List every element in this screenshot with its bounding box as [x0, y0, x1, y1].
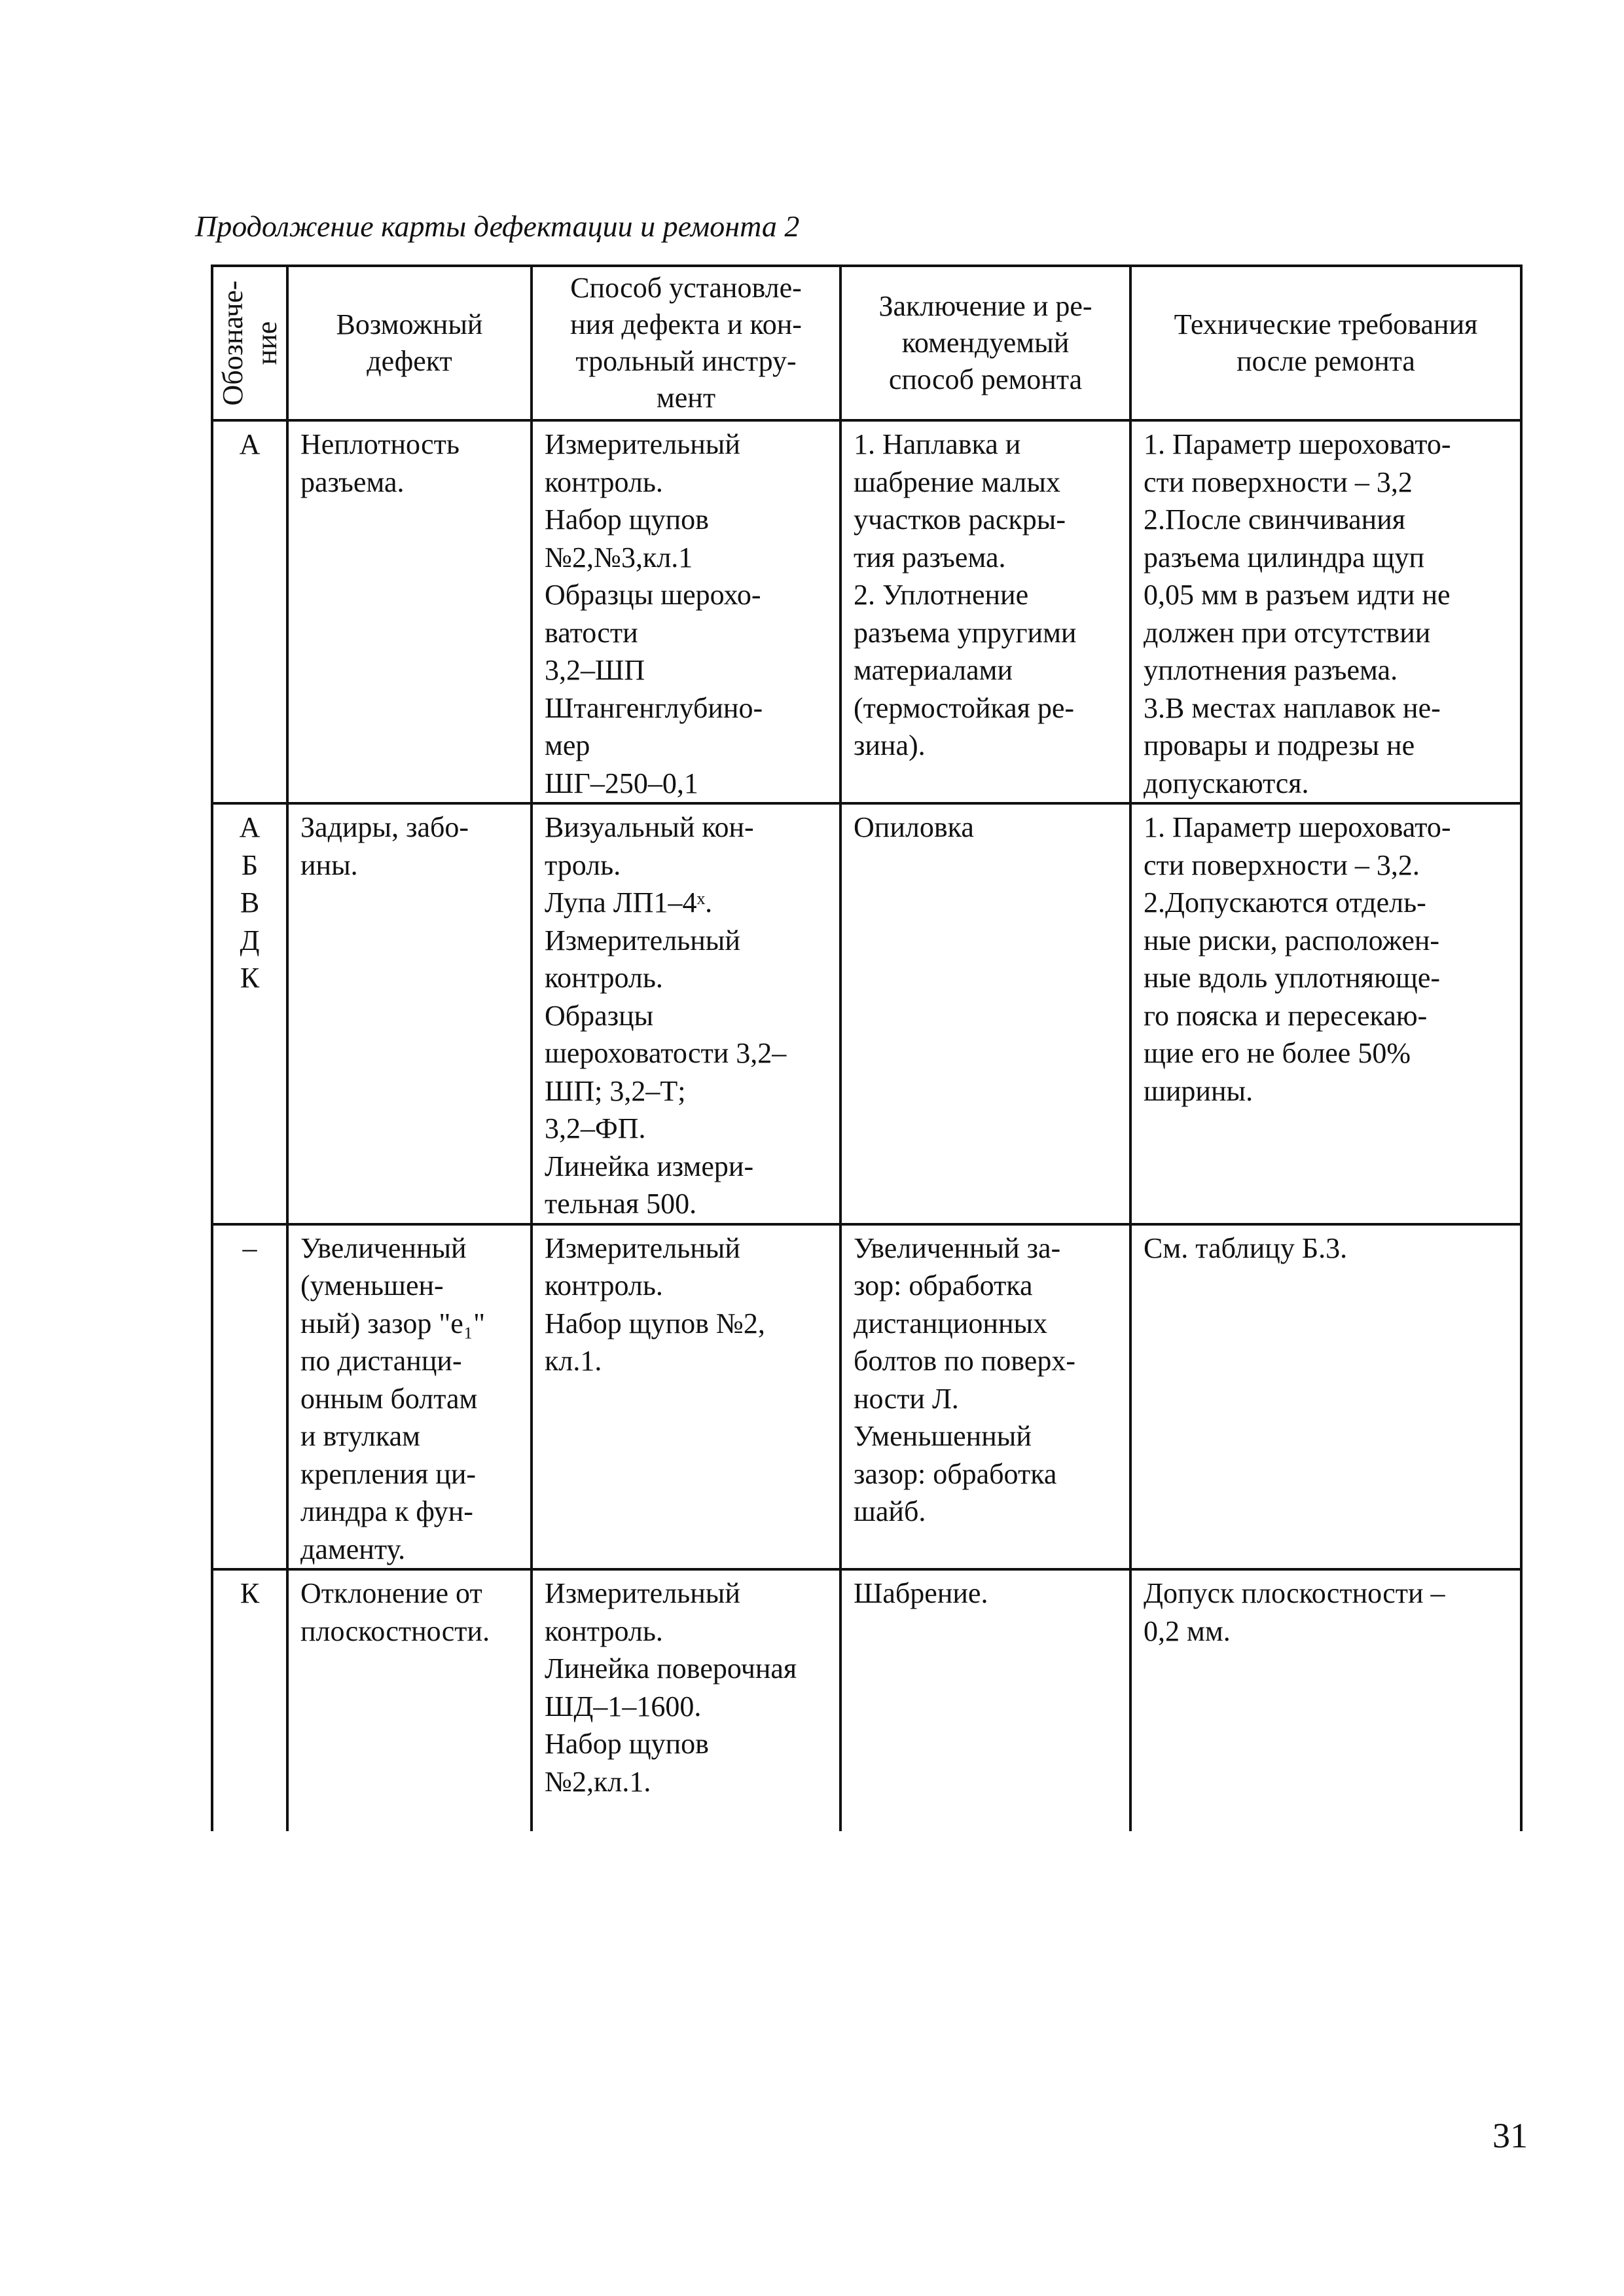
defect-repair-table — [211, 264, 1523, 1831]
cell-requirements: 1. Параметр шероховато- сти поверхности – 3,2 2.После свинчивания разъема цилиндра щуп 0,05 мм в разъем идти не должен при отсутствии уплотнения разъема. 3.В местах наплавок не- провары и подрезы не допускаются. — [1130, 420, 1521, 803]
header-row — [212, 266, 1521, 420]
cell-requirements: См. таблицу Б.3. — [1130, 1224, 1521, 1570]
cell-method: Измерительный контроль. Линейка поверочная ШД–1–1600. Набор щупов №2,кл.1. — [532, 1569, 840, 1831]
table-row — [212, 420, 1521, 803]
cell-defect: Увеличенный (уменьшен- ный) зазор "e₁" по дистанци- онным болтам и втулкам крепления ци- линдра к фун- даменту. — [287, 1224, 532, 1570]
cell-code: А Б В Д К — [212, 803, 287, 1224]
cell-code: К — [212, 1569, 287, 1831]
cell-requirements: 1. Параметр шероховато- сти поверхности – 3,2. 2.Допускаются отдель- ные риски, расположен- ные вдоль уплотняюще- го пояска и пересекаю- щие его не более 50% ширины. — [1130, 803, 1521, 1224]
table-row — [212, 1224, 1521, 1570]
cell-method: Измерительный контроль. Набор щупов №2,№3,кл.1 Образцы шерохо- ватости 3,2–ШП Штангенглубино- мер ШГ–250–0,1 — [532, 420, 840, 803]
cell-conclusion: Шабрение. — [840, 1569, 1130, 1831]
header-code — [212, 266, 287, 420]
header-requirements: Технические требования после ремонта — [1130, 266, 1521, 420]
header-method: Способ установле- ния дефекта и кон- трольный инстру- мент — [532, 266, 840, 420]
cell-method: Визуальный кон- троль. Лупа ЛП1–4ˣ. Измерительный контроль. Образцы шероховатости 3,2– ШП; 3,2–Т; 3,2–ФП. Линейка измери- тельная 500. — [532, 803, 840, 1224]
header-conclusion: Заключение и ре- комендуемый способ ремонта — [840, 266, 1130, 420]
cell-conclusion: 1. Наплавка и шабрение малых участков раскры- тия разъема. 2. Уплотнение разъема упругими материалами (термостойкая ре- зина). — [840, 420, 1130, 803]
table-row — [212, 803, 1521, 1224]
cell-conclusion: Опиловка — [840, 803, 1130, 1224]
table-row — [212, 1569, 1521, 1831]
cell-method: Измерительный контроль. Набор щупов №2, кл.1. — [532, 1224, 840, 1570]
page-number: 31 — [1492, 2116, 1528, 2155]
table-caption: Продолжение карты дефектации и ремонта 2 — [195, 210, 800, 243]
header-defect: Возможный дефект — [287, 266, 532, 420]
cell-defect: Неплотность разъема. — [287, 420, 532, 803]
defect-repair-table-container — [211, 264, 1520, 1825]
header-code-label: Обозначе- ние — [216, 280, 283, 406]
cell-requirements: Допуск плоскостности – 0,2 мм. — [1130, 1569, 1521, 1831]
cell-defect: Отклонение от плоскостности. — [287, 1569, 532, 1831]
cell-code: А — [212, 420, 287, 803]
cell-defect: Задиры, забо- ины. — [287, 803, 532, 1224]
cell-code: – — [212, 1224, 287, 1570]
cell-conclusion: Увеличенный за- зор: обработка дистанционных болтов по поверх- ности Л. Уменьшенный зазор: обработка шайб. — [840, 1224, 1130, 1570]
